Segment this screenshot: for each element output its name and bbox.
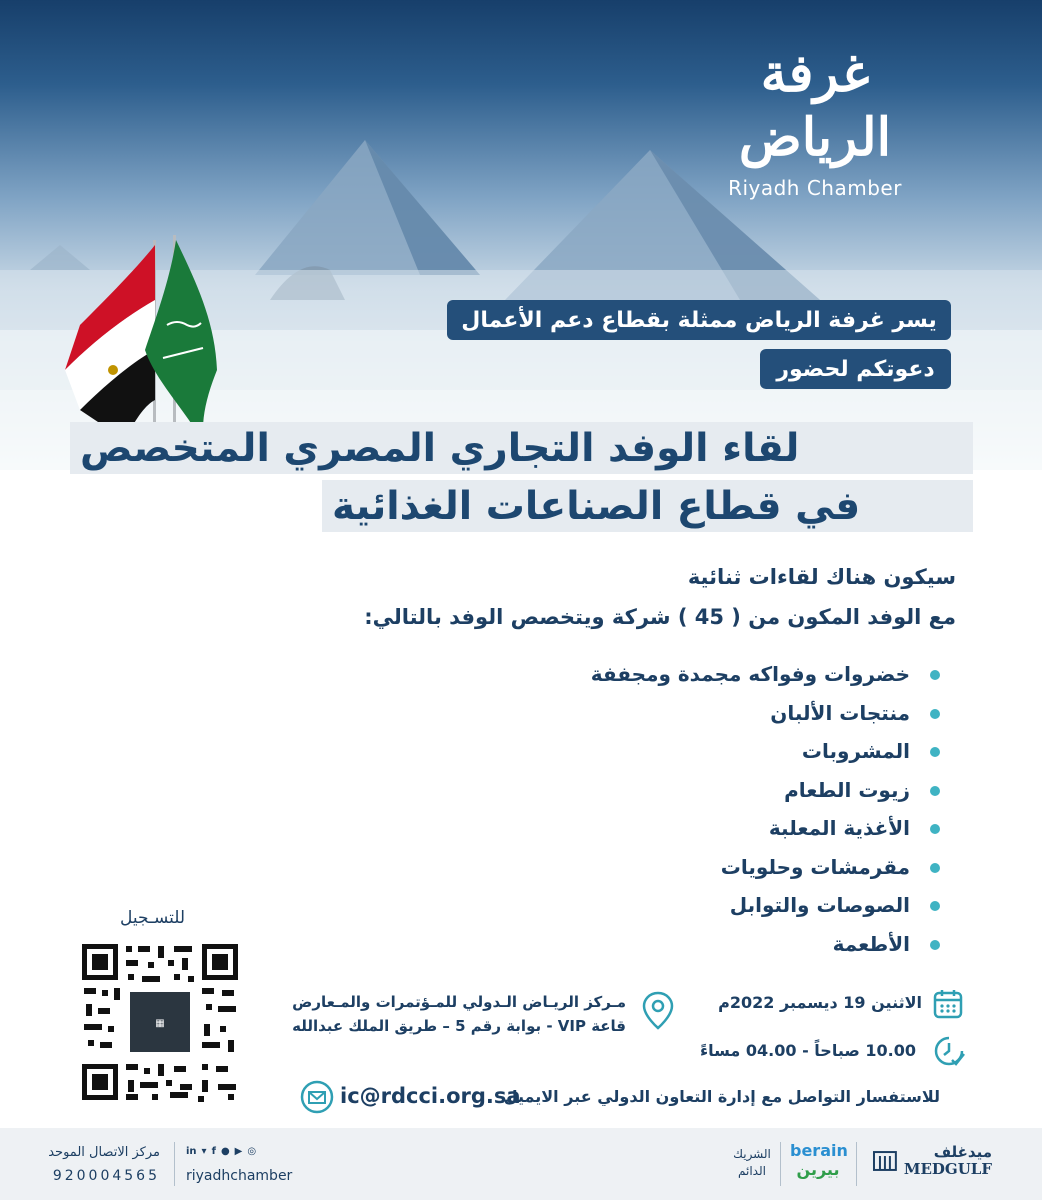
berain-ar: بيرين [796, 1160, 840, 1179]
medgulf-ar: ميدغلف [933, 1143, 992, 1161]
sectors-list [591, 655, 940, 963]
berain-en: berain [790, 1141, 848, 1160]
footer-bar [0, 1128, 1042, 1200]
svg-text:▦: ▦ [155, 1018, 165, 1029]
medgulf-logo[interactable] [872, 1144, 992, 1178]
logo-arabic: غرفة الرياض [738, 43, 892, 168]
registration-label: للتسـجيل [120, 908, 186, 928]
partner-label [730, 1146, 774, 1180]
email-icon [300, 1080, 334, 1118]
venue-line-2: قاعة VIP - بوابة رقم 5 – طريق الملك عبدالله [292, 1017, 626, 1035]
riyadh-chamber-logo[interactable] [700, 42, 930, 200]
event-time: 10.00 صباحاً - 04.00 مساءً [699, 1041, 916, 1060]
divider [780, 1142, 781, 1186]
location-pin-icon [640, 990, 676, 1036]
social-handle[interactable]: riyadhchamber [186, 1168, 293, 1184]
list-item: منتجات الألبان [591, 694, 940, 733]
invite-line-2: دعوتكم لحضور [760, 349, 951, 389]
divider [856, 1142, 857, 1186]
social-icons [186, 1146, 256, 1157]
list-item: مقرمشات وحلويات [591, 848, 940, 887]
berain-logo[interactable] [790, 1142, 846, 1180]
medgulf-icon [872, 1148, 898, 1174]
list-item: الأغذية المعلبة [591, 809, 940, 848]
partner-line-1: الشريك [733, 1147, 771, 1161]
divider [174, 1142, 175, 1186]
intro-line-1: سيكون هناك لقاءات ثنائية [687, 565, 956, 589]
list-item: الأطعمة [591, 925, 940, 964]
bullet-icon [930, 901, 940, 911]
list-item: المشروبات [591, 732, 940, 771]
partner-line-2: الدائم [738, 1164, 766, 1178]
call-center-label: مركز الاتصال الموحد [48, 1145, 160, 1160]
facebook-icon[interactable]: f [211, 1146, 216, 1157]
intro-line-2: مع الوفد المكون من ( 45 ) شركة ويتخصص الوفد بالتالي: [364, 605, 956, 629]
twitter-icon[interactable]: ▾ [201, 1146, 207, 1157]
instagram-icon[interactable]: ◎ [247, 1146, 257, 1157]
bullet-icon [930, 670, 940, 680]
list-item: الصوصات والتوابل [591, 886, 940, 925]
call-center-number[interactable]: 920004565 [52, 1168, 160, 1184]
bullet-icon [930, 863, 940, 873]
event-title-line-1: لقاء الوفد التجاري المصري المتخصص [70, 422, 973, 474]
bullet-icon [930, 747, 940, 757]
bullet-icon [930, 940, 940, 950]
youtube-icon[interactable]: ▶ [234, 1146, 243, 1157]
bullet-icon [930, 824, 940, 834]
linkedin-icon[interactable]: in [186, 1146, 197, 1157]
calendar-icon [932, 988, 964, 1024]
snapchat-icon[interactable]: ● [220, 1146, 230, 1157]
clock-check-icon [932, 1034, 966, 1072]
contact-email[interactable]: ic@rdcci.org.sa [340, 1084, 521, 1108]
qr-code-icon [78, 940, 242, 1104]
venue-line-1: مـركز الريـاض الـدولي للمـؤتمرات والمـعارض [292, 993, 626, 1011]
event-date: الاثنين 19 ديسمبر 2022م [718, 993, 922, 1012]
list-item: زيوت الطعام [591, 771, 940, 810]
bullet-icon [930, 786, 940, 796]
contact-note: للاستفسار التواصل مع إدارة التعاون الدولي عبر الايميل [503, 1087, 940, 1106]
bullet-icon [930, 709, 940, 719]
event-title-line-2: في قطاع الصناعات الغذائية [322, 480, 973, 532]
registration-qr-code[interactable] [78, 940, 242, 1104]
logo-english: Riyadh Chamber [728, 176, 902, 200]
invite-line-1: يسر غرفة الرياض ممثلة بقطاع دعم الأعمال [447, 300, 951, 340]
medgulf-en: MEDGULF [903, 1160, 992, 1178]
list-item: خضروات وفواكه مجمدة ومجففة [591, 655, 940, 694]
